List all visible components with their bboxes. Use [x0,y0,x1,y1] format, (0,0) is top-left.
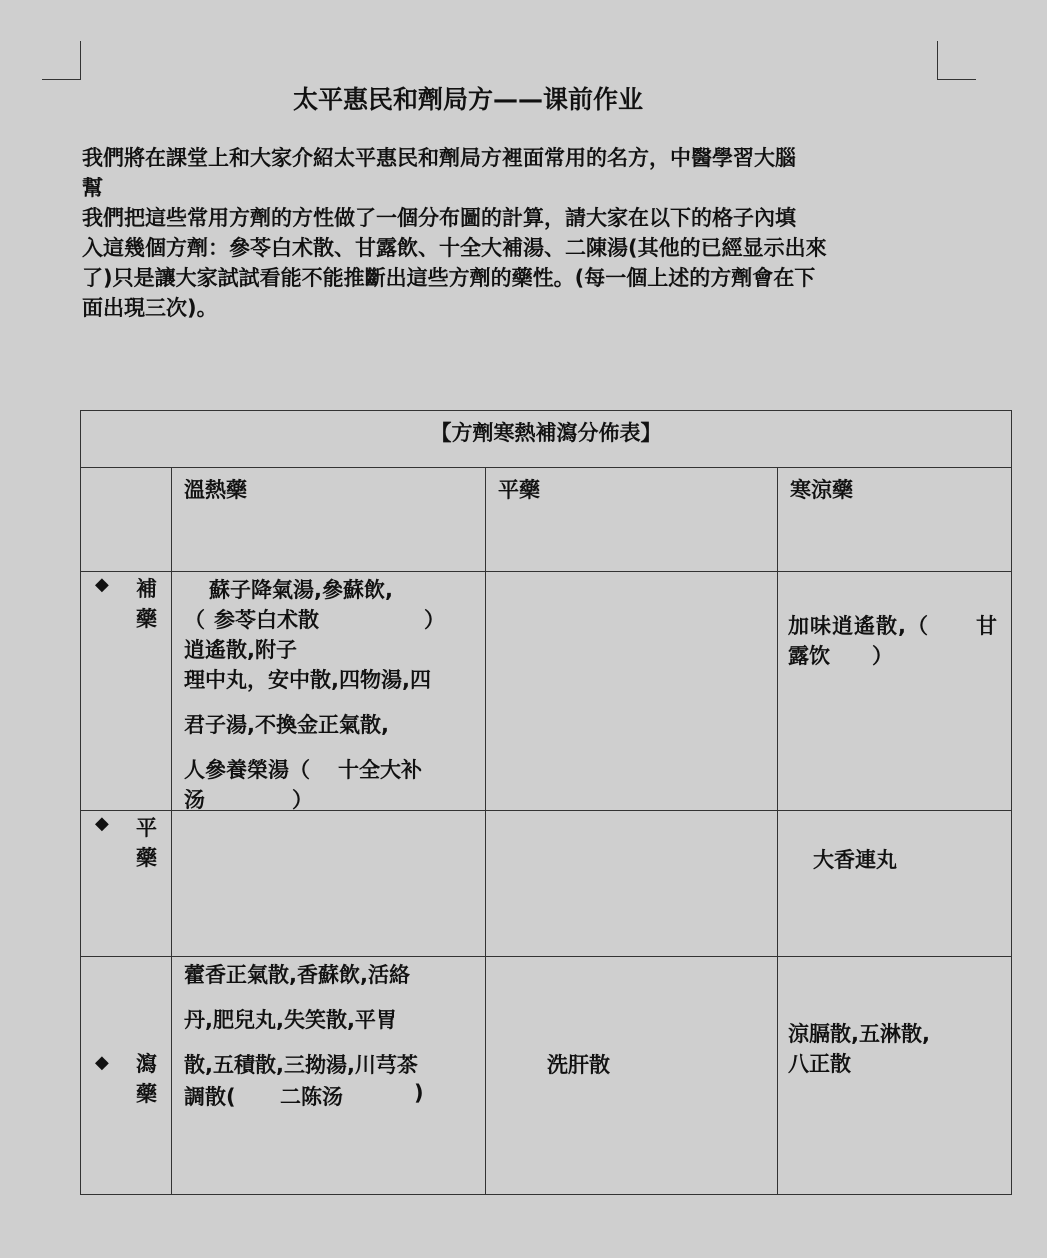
intro-paragraph [82,143,942,323]
answer-text: 汤 [184,788,205,812]
intro-line: 了)只是讓大家試試看能不能推斷出這些方劑的藥性。(每一個上述的方劑會在下 [82,266,816,290]
cell-line: 蘇子降氣湯,參蘇飲, [209,578,393,602]
header-neutral: 平藥 [486,468,778,572]
cell-line: 散,五積散,三拗湯,川芎茶 [184,1053,418,1077]
diamond-bullet-icon: ◆ [95,813,109,834]
cell-purge-neutral [486,957,778,1195]
cell-line: 逍遙散,附子 [184,638,297,662]
row-label-char: 藥 [136,1082,157,1106]
row-label-tonify [81,572,172,811]
row-label-purge [81,957,172,1195]
cell-purge-cold [778,957,1012,1195]
cell-line: 加味逍遙散,（ [788,614,929,638]
answer-text: 参苓白术散 [214,608,319,632]
intro-line: 幫 [82,176,103,200]
row-label-char: 補 [136,577,157,601]
diamond-bullet-icon: ◆ [95,574,109,595]
cell-neutral-warm [172,811,486,957]
cell-line: 大香連丸 [813,848,897,872]
bracket: ) [414,1081,424,1105]
formula-distribution-table [80,410,1012,1195]
cell-line: 藿香正氣散,香蘇飲,活絡 [184,963,410,987]
cell-neutral-cold [778,811,1012,957]
answer-text: 十全大补 [338,758,422,782]
row-label-char: 平 [136,816,157,840]
cell-line: 涼膈散,五淋散, [788,1022,930,1046]
bracket: ） [872,644,893,668]
page-corner-mark-left [42,41,81,80]
cell-neutral-neutral [486,811,778,957]
cell-purge-warm [172,957,486,1195]
answer-text: 二陈汤 [280,1085,343,1109]
page-corner-mark-right [937,41,976,80]
row-label-char: 藥 [136,607,157,631]
cell-tonify-warm [172,572,486,811]
cell-line: 丹,肥兒丸,失笑散,平胃 [184,1008,397,1032]
header-cold: 寒涼藥 [778,468,1012,572]
cell-line: 調散( [184,1085,236,1109]
cell-tonify-neutral [486,572,778,811]
bracket: ） [292,788,313,812]
diamond-bullet-icon: ◆ [95,1052,109,1073]
row-label-char: 藥 [136,846,157,870]
header-warm: 溫熱藥 [172,468,486,572]
cell-line: 人參養榮湯（ [184,758,310,782]
answer-text: 甘 [976,614,997,638]
row-label-char: 瀉 [136,1052,157,1076]
header-empty-cell [81,468,172,572]
answer-text: 露饮 [788,644,830,668]
cell-line: 理中丸，安中散,四物湯,四 [184,668,431,692]
cell-line: 八正散 [788,1052,851,1076]
bracket: ） [424,608,445,632]
table-caption: 【方劑寒熱補瀉分佈表】 [81,411,1012,468]
bracket: （ [184,608,205,632]
intro-line: 面出現三次)。 [82,296,218,320]
intro-line: 我們把這些常用方劑的方性做了一個分布圖的計算，請大家在以下的格子內填 [82,206,796,230]
cell-line: 洗肝散 [547,1053,610,1077]
intro-line: 入這幾個方劑：參苓白术散、甘露飲、十全大補湯、二陳湯(其他的已經显示出來 [82,236,827,260]
cell-line: 君子湯,不換金正氣散, [184,713,389,737]
row-label-neutral [81,811,172,957]
document-title: 太平惠民和劑局方——课前作业 [293,85,644,114]
cell-tonify-cold [778,572,1012,811]
intro-line: 我們將在課堂上和大家介紹太平惠民和劑局方裡面常用的名方，中醫學習大腦 [82,146,796,170]
